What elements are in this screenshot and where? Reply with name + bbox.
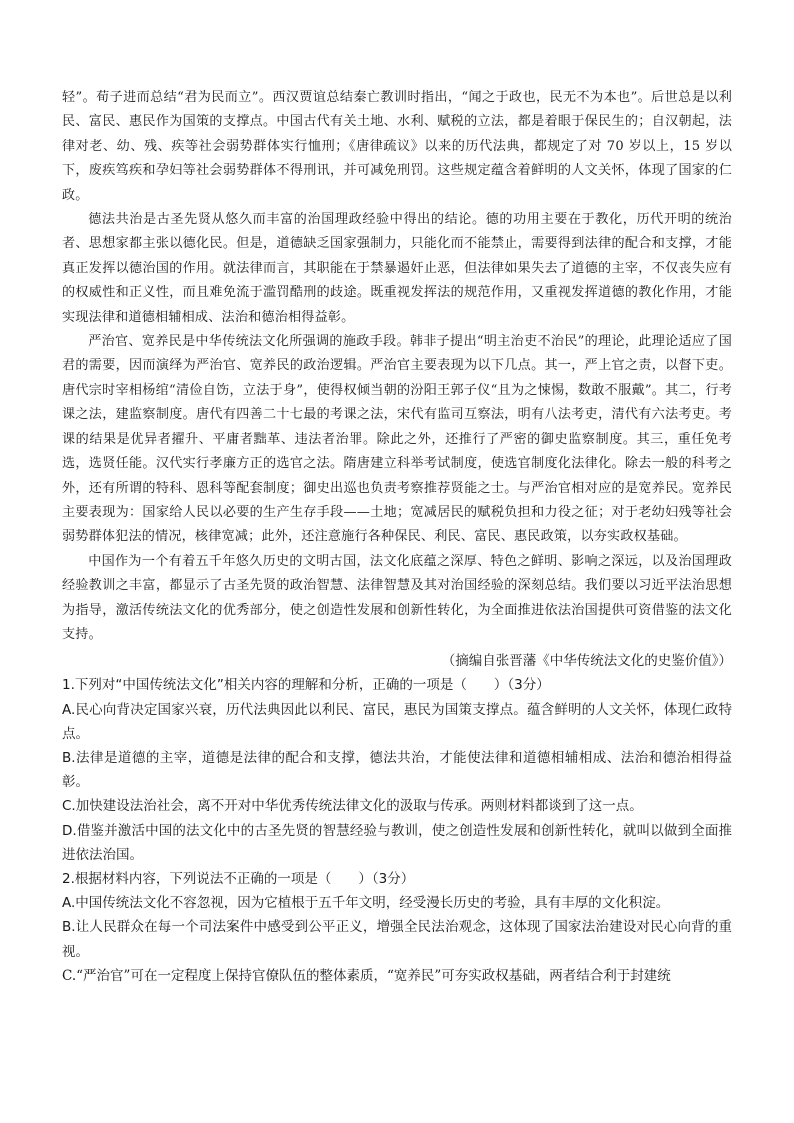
question-1-option-d: D.借鉴并激活中国的法文化中的古圣先贤的智慧经验与教训，使之创造性发展和创新性转化，就叫以做到全面推进依法治国。	[62, 822, 732, 863]
article-paragraph-1: 轻”。荀子进而总结“君为民而立”。西汉贾谊总结秦亡教训时指出，“闻之于政也，民无不为本也”。后世总是以利民、富民、惠民作为国策的支撑点。中国古代有关土地、水利、赋税的立法，都是着眼于保民生的；自汉朝起，法律对老、幼、残、疾等社会弱势群体实行恤刑；《唐律疏议》以来的历代法典，都规定了对 70 岁以上，15 岁以下，废疾笃疾和孕妇等社会弱势群体不得刑讯，并可减免刑罚。这些规定蕴含着鲜明的人文关怀，体现了国家的仁政。	[62, 90, 732, 203]
question-2-option-b: B.让人民群众在每一个司法案件中感受到公平正义，增强全民法治观念，这体现了国家法治建设对民心向背的重视。	[62, 919, 732, 960]
article-paragraph-4: 中国作为一个有着五千年悠久历史的文明古国，法文化底蕴之深厚、特色之鲜明、影响之深远，以及治国理政经验教训之丰富，都显示了古圣先贤的政治智慧、法律智慧及其对治国经验的深刻总结。我们要以习近平法治思想为指导，激活传统法文化的优秀部分，使之创造性发展和创新性转化，为全面推进依法治国提供可资借鉴的法文化支持。	[62, 553, 732, 642]
question-2-option-a: A.中国传统法文化不容忽视，因为它植根于五千年文明，经受漫长历史的考验，具有丰厚的文化积淀。	[62, 895, 670, 912]
question-1-stem: 1.下列对“中国传统法文化”相关内容的理解和分析，正确的一项是（ ）（3分）	[62, 677, 550, 694]
document-page	[62, 86, 732, 988]
question-2-stem: 2.根据材料内容，下列说法不正确的一项是（ ）（3分）	[62, 870, 415, 887]
article-paragraph-2: 德法共治是古圣先贤从悠久而丰富的治国理政经验中得出的结论。德的功用主要在于教化，历代开明的统治者、思想家都主张以德化民。但是，道德缺乏国家强制力，只能化而不能禁止，需要得到法律的配合和支撑，才能真正发挥以德治国的作用。就法律而言，其职能在于禁暴遏奸止恶，但法律如果失去了道德的主宰，不仅丧失应有的权威性和正义性，而且难免流于滥罚酷刑的歧途。既重视发挥法的规范作用，又重视发挥道德的教化作用，才能实现法律和道德相辅相成、法治和德治相得益彰。	[62, 212, 732, 325]
question-2	[62, 867, 732, 988]
article-source: （摘编自张晋藩《中华传统法文化的史鉴价值》）	[441, 653, 732, 670]
question-1-option-b: B.法律是道德的主宰，道德是法律的配合和支撑，德法共治，才能使法律和道德相辅相成、法治和德治相得益彰。	[62, 749, 732, 791]
question-1	[62, 673, 732, 867]
question-1-option-c: C.加快建设法治社会，离不开对中华优秀传统法律文化的汲取与传承。两则材料都谈到了这一点。	[62, 798, 643, 815]
article-paragraph-3: 严治官、宽养民是中华传统法文化所强调的施政手段。韩非子提出“明主治吏不治民”的理论，此理论适应了国君的需要，因而演绎为严治官、宽养民的政治逻辑。严治官主要表现为以下几点。其一，严上官之责，以督下吏。唐代宗时宰相杨绾“清俭自饬，立法于身”，使得权倾当朝的汾阳王郭子仪“且为之悚惕，数敢不服戴”。其二，行考课之法，建监察制度。唐代有四善二十七最的考课之法，宋代有监司互察法，明有八法考吏，清代有六法考吏。考课的结果是优异者擢升、平庸者黜革、违法者治罪。除此之外，还推行了严密的御史监察制度。其三，重任免考选，选贤任能。汉代实行孝廉方正的选官之法。隋唐建立科举考试制度，使选官制度化法律化。除去一般的科考之外，还有所谓的特科、恩科等配套制度；御史出巡也负责考察推荐贤能之士。与严治官相对应的是宽养民。宽养民主要表现为：国家给人民以必要的生产生存手段——土地；宽减居民的赋税负担和力役之征；对于老幼妇残等社会弱势群体犯法的情况，核律宽减；此外，还注意施行各种保民、利民、富民、惠民政策，以夯实政权基础。	[62, 334, 732, 545]
question-1-option-a: A.民心向背决定国家兴衰，历代法典因此以利民、富民，惠民为国策支撑点。蕴含鲜明的人文关怀，体现仁政特点。	[62, 701, 732, 742]
question-2-option-c: C.“严治官”可在一定程度上保持官僚队伍的整体素质，“宽养民”可夯实政权基础，两者结合利于封建统	[62, 967, 671, 984]
